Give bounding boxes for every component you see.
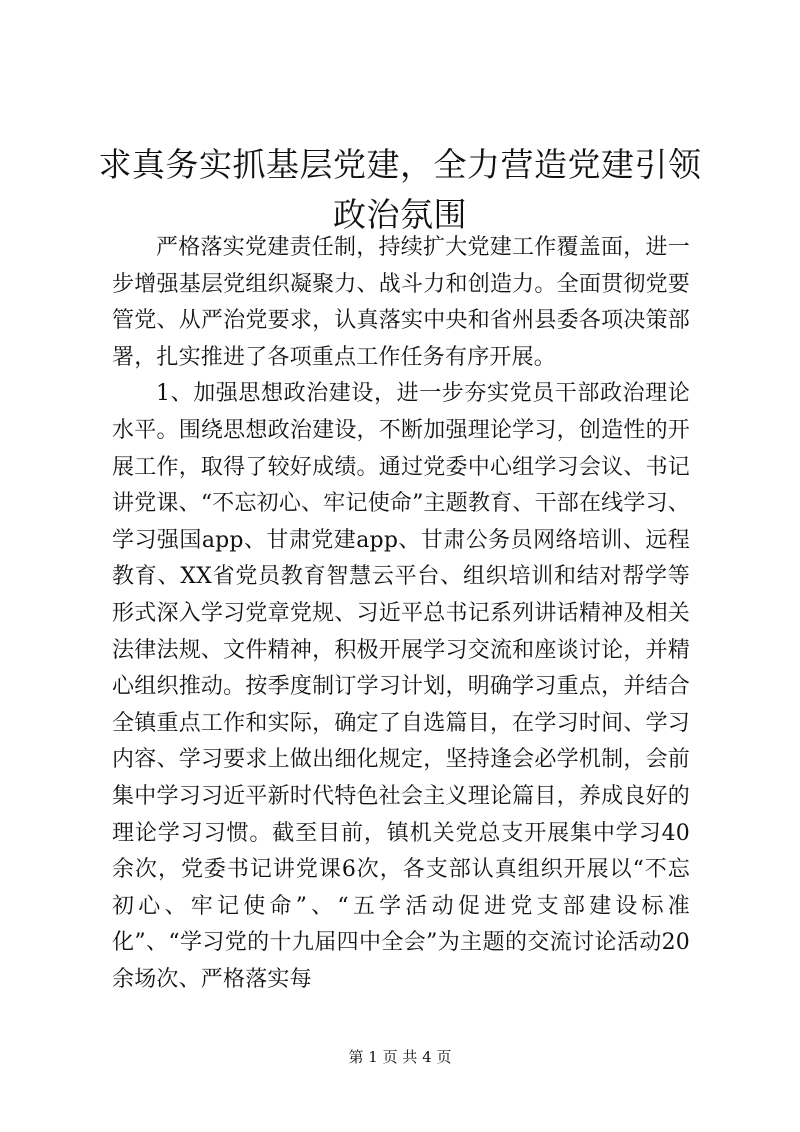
page-number-footer: 第 1 页 共 4 页 [348, 1048, 452, 1066]
document-title: 求真务实抓基层党建，全力营造党建引领政治氛围 [98, 145, 702, 234]
section-1-paragraph: 1、加强思想政治建设，进一步夯实党员干部政治理论水平。围绕思想政治建设，不断加强理论学习，创造性的开展工作，取得了较好成绩。通过党委中心组学习会议、书记讲党课、“不忘初心、牢记使命”主题教育、干部在线学习、学习强国app、甘肃党建app、甘肃公务员网络培训、远程教育、XX省党员教育智慧云平台、组织培训和结对帮学等形式深入学习党章党规、习近平总书记系列讲话精神及相关法律法规、文件精神，积极开展学习交流和座谈讨论，并精心组织推动。按季度制订学习计划，明确学习重点，并结合全镇重点工作和实际，确定了自选篇目，在学习时间、学习内容、学习要求上做出细化规定，坚持逢会必学机制，会前集中学习习近平新时代特色社会主义理论篇目，养成良好的理论学习习惯。截至目前，镇机关党总支开展集中学习40余次，党委书记讲党课6次，各支部认真组织开展以“不忘初心、牢记使命”、“五学活动促进党支部建设标准化”、“学习党的十九届四中全会”为主题的交流讨论活动20余场次、严格落实每 [112, 381, 690, 992]
document-body [112, 230, 690, 998]
intro-paragraph: 严格落实党建责任制，持续扩大党建工作覆盖面，进一步增强基层党组织凝聚力、战斗力和创造力。全面贯彻党要管党、从严治党要求，认真落实中央和省州县委各项决策部署，扎实推进了各项重点工作任务有序开展。 [112, 235, 690, 370]
